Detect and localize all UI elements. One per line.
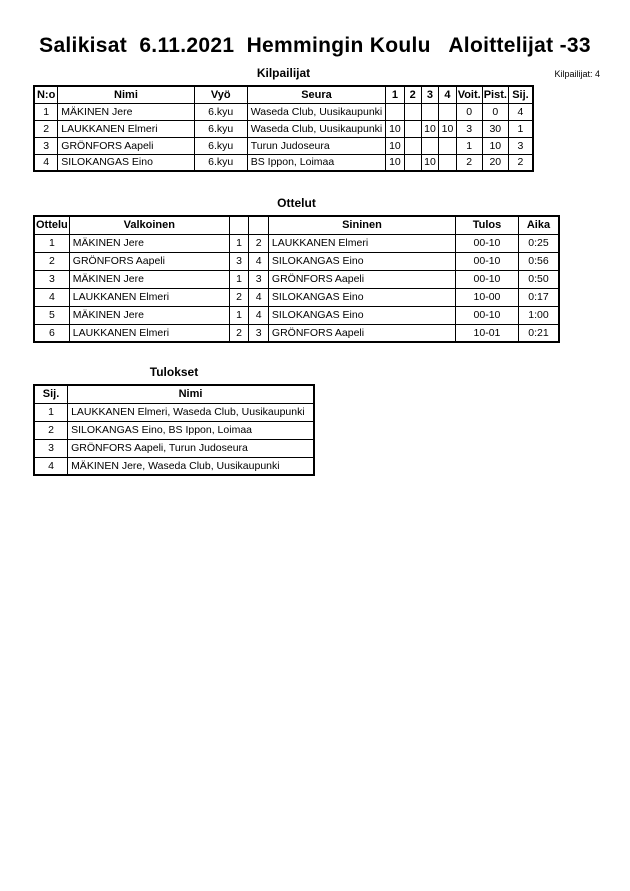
cell-nimi: MÄKINEN Jere <box>58 103 194 120</box>
table-row <box>34 457 314 475</box>
cell-aika: 0:21 <box>518 324 559 342</box>
kilpailijat-section-title: Kilpailijat <box>256 66 311 80</box>
kilpailijat-header-row <box>34 86 533 103</box>
cell-score-1: 10 <box>386 154 404 171</box>
cell-sij: 2 <box>508 154 533 171</box>
cell-tulos: 00-10 <box>456 234 519 252</box>
cell-blue-number: 3 <box>249 270 269 288</box>
col-header-white-number <box>229 216 249 234</box>
cell-white-number: 3 <box>229 252 249 270</box>
table-row <box>34 324 559 342</box>
cell-sininen: GRÖNFORS Aapeli <box>268 270 455 288</box>
cell-score-2 <box>404 137 421 154</box>
cell-vyo: 6.kyu <box>194 120 247 137</box>
cell-aika: 1:00 <box>518 306 559 324</box>
ottelut-section-title: Ottelut <box>277 196 316 210</box>
table-row <box>34 154 533 171</box>
cell-score-3 <box>421 103 438 120</box>
col-header-valkoinen: Valkoinen <box>69 216 229 234</box>
col-header-nimi: Nimi <box>58 86 194 103</box>
cell-blue-number: 3 <box>249 324 269 342</box>
cell-score-2 <box>404 103 421 120</box>
cell-match-no: 1 <box>34 234 69 252</box>
table-row <box>34 137 533 154</box>
cell-sij: 4 <box>34 457 68 475</box>
tulokset-header-row <box>34 385 314 403</box>
table-row <box>34 252 559 270</box>
cell-white-number: 2 <box>229 288 249 306</box>
col-header-aika: Aika <box>518 216 559 234</box>
cell-sij: 1 <box>508 120 533 137</box>
cell-nimi: SILOKANGAS Eino <box>58 154 194 171</box>
cell-match-no: 5 <box>34 306 69 324</box>
col-header-seura: Seura <box>247 86 386 103</box>
cell-aika: 0:25 <box>518 234 559 252</box>
cell-nimi: MÄKINEN Jere, Waseda Club, Uusikaupunki <box>68 457 314 475</box>
cell-blue-number: 2 <box>249 234 269 252</box>
cell-blue-number: 4 <box>249 288 269 306</box>
competitors-count-label: Kilpailijat: 4 <box>554 69 600 79</box>
cell-score-4 <box>439 137 456 154</box>
cell-valkoinen: MÄKINEN Jere <box>69 270 229 288</box>
cell-sij: 3 <box>508 137 533 154</box>
cell-sij: 3 <box>34 439 68 457</box>
cell-nimi: LAUKKANEN Elmeri, Waseda Club, Uusikaupunki <box>68 403 314 421</box>
cell-white-number: 1 <box>229 306 249 324</box>
page-title: Salikisat 6.11.2021 Hemmingin Koulu Aloittelijat -33 <box>39 34 591 57</box>
col-header-no: N:o <box>34 86 58 103</box>
cell-score-3: 10 <box>421 154 438 171</box>
cell-no: 4 <box>34 154 58 171</box>
table-row <box>34 403 314 421</box>
cell-sij: 4 <box>508 103 533 120</box>
cell-pist: 10 <box>482 137 508 154</box>
section-ottelut <box>33 196 560 343</box>
cell-score-3: 10 <box>421 120 438 137</box>
cell-score-2 <box>404 120 421 137</box>
col-header-vyo: Vyö <box>194 86 247 103</box>
table-row <box>34 306 559 324</box>
cell-vyo: 6.kyu <box>194 154 247 171</box>
cell-no: 2 <box>34 120 58 137</box>
cell-seura: Waseda Club, Uusikaupunki <box>247 120 386 137</box>
cell-pist: 0 <box>482 103 508 120</box>
cell-score-4 <box>439 154 456 171</box>
cell-vyo: 6.kyu <box>194 137 247 154</box>
ottelut-table <box>33 215 560 343</box>
table-row <box>34 103 533 120</box>
cell-seura: Turun Judoseura <box>247 137 386 154</box>
col-header-3: 3 <box>421 86 438 103</box>
ottelut-header-row <box>34 216 559 234</box>
col-header-ottelu: Ottelu <box>34 216 69 234</box>
cell-score-1: 10 <box>386 120 404 137</box>
cell-sij: 2 <box>34 421 68 439</box>
cell-valkoinen: MÄKINEN Jere <box>69 306 229 324</box>
cell-vyo: 6.kyu <box>194 103 247 120</box>
cell-score-3 <box>421 137 438 154</box>
cell-nimi: GRÖNFORS Aapeli <box>58 137 194 154</box>
tulokset-section-title: Tulokset <box>149 365 199 379</box>
cell-tulos: 10-01 <box>456 324 519 342</box>
cell-aika: 0:17 <box>518 288 559 306</box>
cell-sininen: SILOKANGAS Eino <box>268 288 455 306</box>
cell-tulos: 10-00 <box>456 288 519 306</box>
cell-white-number: 1 <box>229 234 249 252</box>
cell-sininen: GRÖNFORS Aapeli <box>268 324 455 342</box>
cell-nimi: GRÖNFORS Aapeli, Turun Judoseura <box>68 439 314 457</box>
cell-valkoinen: MÄKINEN Jere <box>69 234 229 252</box>
table-row <box>34 288 559 306</box>
cell-sij: 1 <box>34 403 68 421</box>
cell-tulos: 00-10 <box>456 270 519 288</box>
cell-aika: 0:50 <box>518 270 559 288</box>
cell-score-1: 10 <box>386 137 404 154</box>
cell-white-number: 2 <box>229 324 249 342</box>
table-row <box>34 120 533 137</box>
col-header-pist: Pist. <box>482 86 508 103</box>
cell-voit: 1 <box>456 137 482 154</box>
kilpailijat-table <box>33 85 534 172</box>
cell-no: 1 <box>34 103 58 120</box>
cell-match-no: 2 <box>34 252 69 270</box>
col-header-blue-number <box>249 216 269 234</box>
col-header-sij: Sij. <box>508 86 533 103</box>
cell-aika: 0:56 <box>518 252 559 270</box>
table-row <box>34 270 559 288</box>
cell-score-4 <box>439 103 456 120</box>
cell-blue-number: 4 <box>249 252 269 270</box>
col-header-4: 4 <box>439 86 456 103</box>
cell-nimi: SILOKANGAS Eino, BS Ippon, Loimaa <box>68 421 314 439</box>
col-header-voit: Voit. <box>456 86 482 103</box>
col-header-tulos: Tulos <box>456 216 519 234</box>
cell-sininen: SILOKANGAS Eino <box>268 252 455 270</box>
cell-no: 3 <box>34 137 58 154</box>
col-header-2: 2 <box>404 86 421 103</box>
cell-pist: 30 <box>482 120 508 137</box>
cell-valkoinen: LAUKKANEN Elmeri <box>69 324 229 342</box>
cell-match-no: 4 <box>34 288 69 306</box>
cell-match-no: 3 <box>34 270 69 288</box>
cell-valkoinen: GRÖNFORS Aapeli <box>69 252 229 270</box>
cell-match-no: 6 <box>34 324 69 342</box>
cell-score-2 <box>404 154 421 171</box>
col-header-sininen: Sininen <box>268 216 455 234</box>
section-tulokset <box>33 365 315 476</box>
col-header-1: 1 <box>386 86 404 103</box>
cell-nimi: LAUKKANEN Elmeri <box>58 120 194 137</box>
cell-valkoinen: LAUKKANEN Elmeri <box>69 288 229 306</box>
section-kilpailijat <box>33 66 600 172</box>
cell-voit: 3 <box>456 120 482 137</box>
cell-sininen: LAUKKANEN Elmeri <box>268 234 455 252</box>
cell-blue-number: 4 <box>249 306 269 324</box>
page-content <box>0 66 630 476</box>
col-header-nimi: Nimi <box>68 385 314 403</box>
cell-pist: 20 <box>482 154 508 171</box>
tulokset-table <box>33 384 315 476</box>
cell-score-4: 10 <box>439 120 456 137</box>
table-row <box>34 421 314 439</box>
cell-voit: 0 <box>456 103 482 120</box>
cell-score-1 <box>386 103 404 120</box>
cell-seura: Waseda Club, Uusikaupunki <box>247 103 386 120</box>
cell-sininen: SILOKANGAS Eino <box>268 306 455 324</box>
table-row <box>34 234 559 252</box>
cell-voit: 2 <box>456 154 482 171</box>
cell-seura: BS Ippon, Loimaa <box>247 154 386 171</box>
col-header-sij: Sij. <box>34 385 68 403</box>
cell-white-number: 1 <box>229 270 249 288</box>
table-row <box>34 439 314 457</box>
cell-tulos: 00-10 <box>456 306 519 324</box>
cell-tulos: 00-10 <box>456 252 519 270</box>
